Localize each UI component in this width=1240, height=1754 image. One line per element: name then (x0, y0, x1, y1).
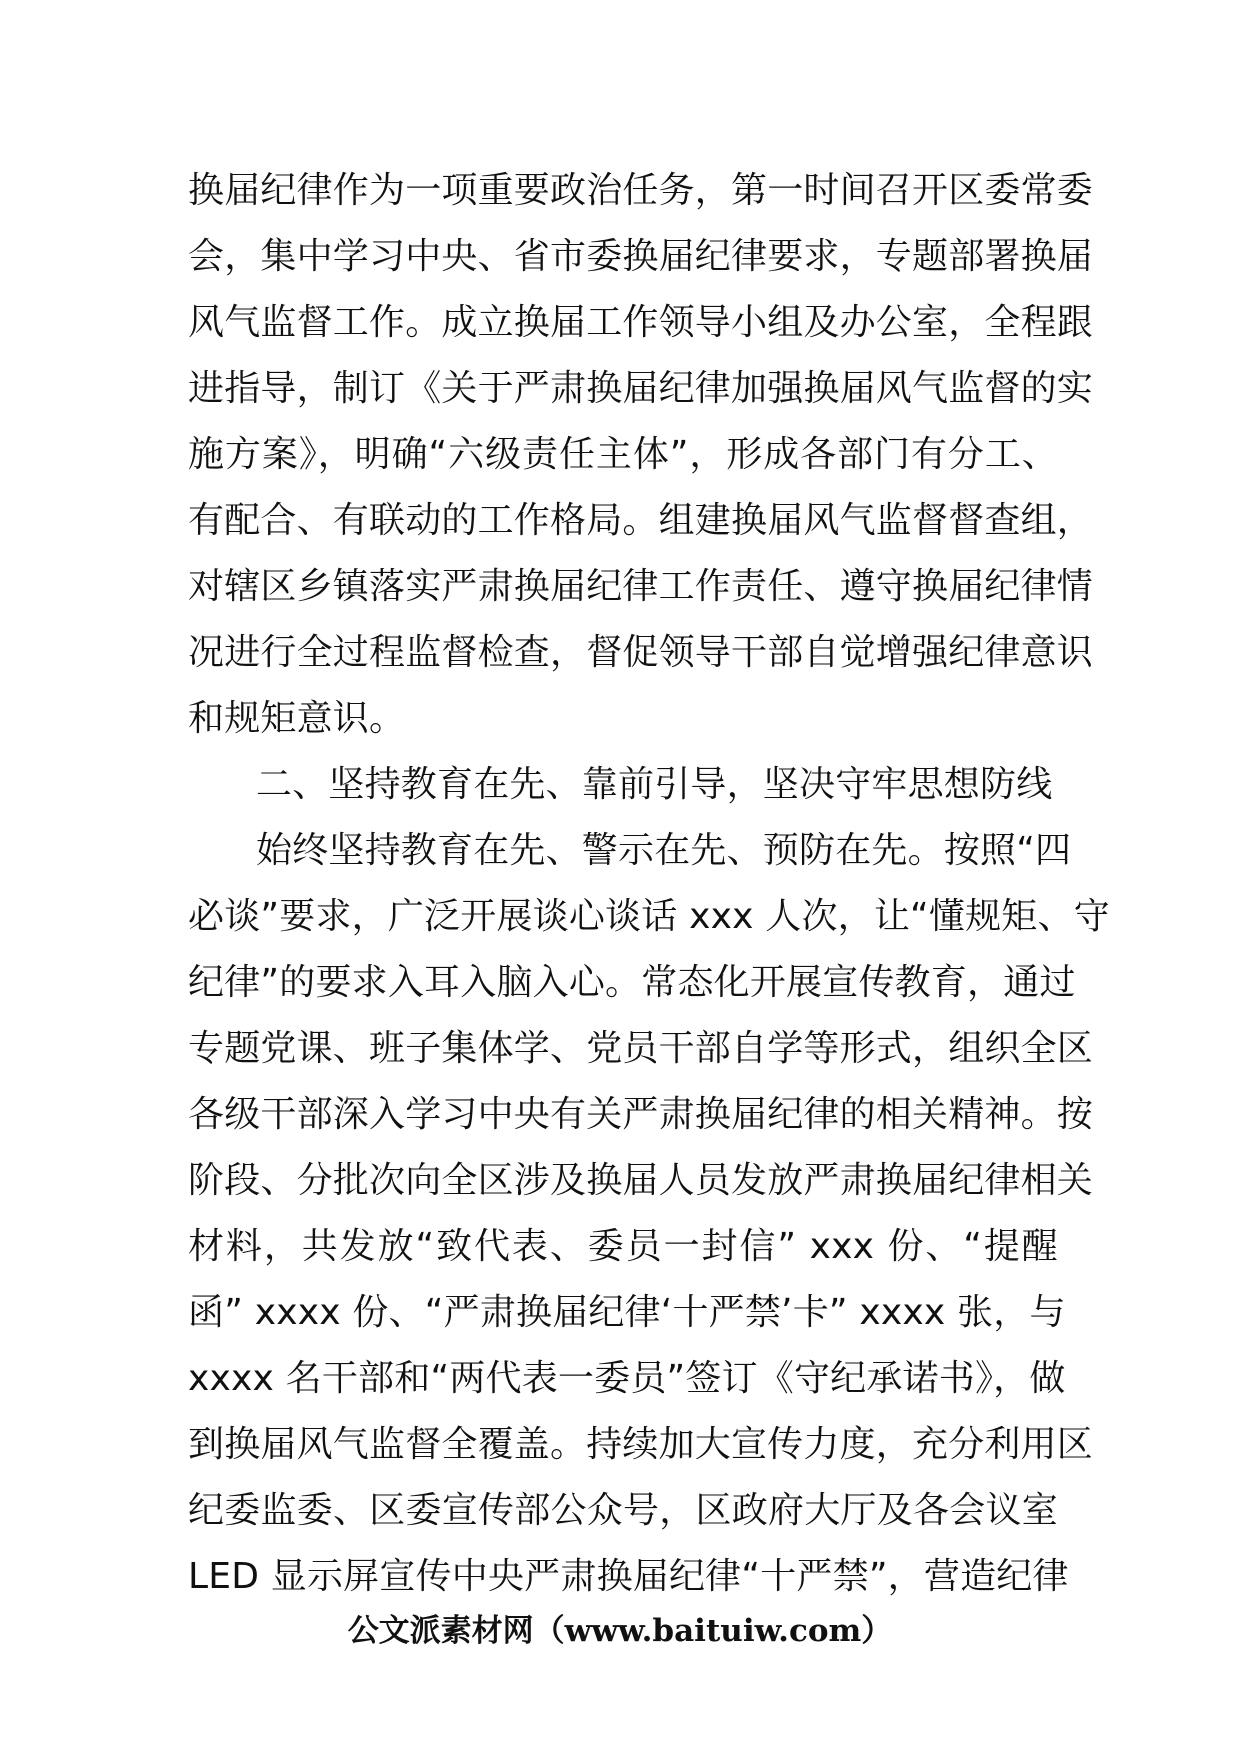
text-line: LED 显示屏宣传中央严肃换届纪律“十严禁”，营造纪律 (188, 1556, 1069, 1597)
text-line: xxxx 名干部和“两代表一委员”签订《守纪承诺书》，做 (188, 1358, 1066, 1399)
text-line: 施方案》，明确“六级责任主体”，形成各部门有分工、 (188, 434, 1058, 475)
text-line: 对辖区乡镇落实严肃换届纪律工作责任、遵守换届纪律情 (188, 566, 1094, 607)
text-line: 况进行全过程监督检查，督促领导干部自觉增强纪律意识 (188, 632, 1094, 673)
text-line: 纪律”的要求入耳入脑入心。常态化开展宣传教育，通过 (188, 962, 1076, 1003)
text-line: 函” xxxx 份、“严肃换届纪律‘十严禁’卡” xxxx 张，与 (188, 1292, 1066, 1333)
text-line: 风气监督工作。成立换届工作领导小组及办公室，全程跟 (188, 302, 1094, 343)
text-line: 到换届风气监督全覆盖。持续加大宣传力度，充分利用区 (188, 1424, 1094, 1465)
text-line: 各级干部深入学习中央有关严肃换届纪律的相关精神。按 (188, 1094, 1094, 1135)
text-line: 专题党课、班子集体学、党员干部自学等形式，组织全区 (188, 1028, 1094, 1069)
text-line: 进指导，制订《关于严肃换届纪律加强换届风气监督的实 (188, 368, 1094, 409)
text-line: 有配合、有联动的工作格局。组建换届风气监督督查组， (188, 500, 1094, 541)
text-line: 阶段、分批次向全区涉及换届人员发放严肃换届纪律相关 (188, 1160, 1094, 1201)
text-line: 必谈”要求，广泛开展谈心谈话 xxx 人次，让“懂规矩、守 (188, 896, 1110, 937)
document-body (188, 158, 1110, 1610)
text-line: 换届纪律作为一项重要政治任务，第一时间召开区委常委 (188, 170, 1094, 211)
text-line: 会，集中学习中央、省市委换届纪律要求，专题部署换届 (188, 236, 1094, 277)
paragraph-first-line: 始终坚持教育在先、警示在先、预防在先。按照“四 (256, 830, 1072, 871)
source-watermark-footer: 公文派素材网（www.baituiw.com） (347, 1613, 893, 1649)
text-line: 材料，共发放“致代表、委员一封信” xxx 份、“提醒 (188, 1226, 1058, 1267)
text-line: 纪委监委、区委宣传部公众号，区政府大厅及各会议室 (188, 1490, 1058, 1531)
paragraph-end-line: 和规矩意识。 (188, 698, 406, 739)
section-heading: 二、坚持教育在先、靠前引导，坚决守牢思想防线 (256, 764, 1053, 805)
